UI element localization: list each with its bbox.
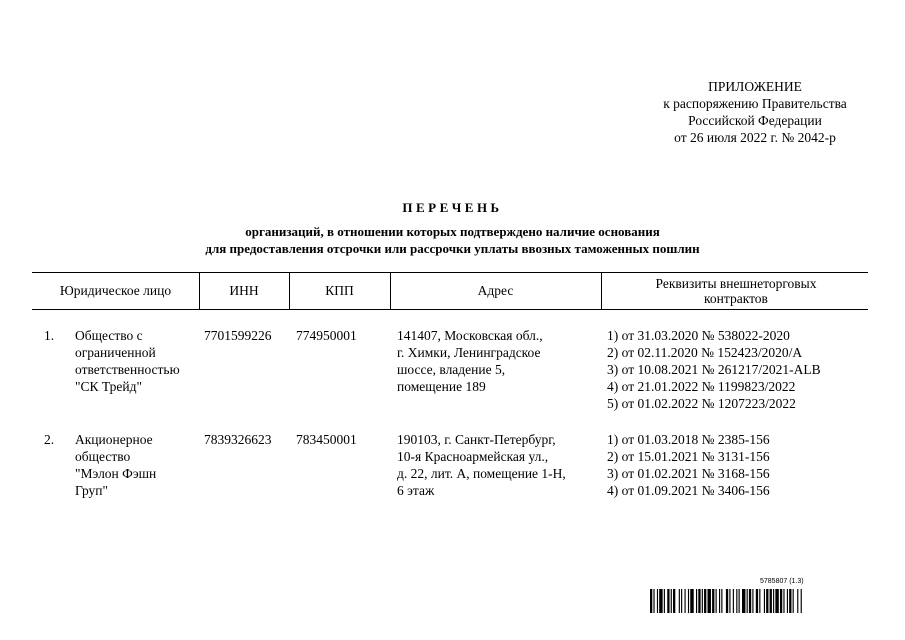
contract-item: 1) от 01.03.2018 № 2385-156: [607, 432, 770, 447]
contract-item: 2) от 15.01.2021 № 3131-156: [607, 449, 770, 464]
header-contracts: Реквизиты внешнеторговых контрактов: [655, 275, 817, 306]
barcode-bar: [708, 589, 711, 613]
barcode-bar: [742, 589, 745, 613]
address-line: 141407, Московская обл.,: [397, 328, 543, 343]
contract-item: 3) от 01.02.2021 № 3168-156: [607, 466, 770, 481]
barcode-bar: [729, 589, 730, 613]
barcode-bar: [756, 589, 758, 613]
kpp-value: 774950001: [296, 328, 357, 343]
barcode-bar: [650, 589, 652, 613]
document-subtitle: [0, 223, 905, 257]
barcode-bar: [752, 589, 753, 613]
barcode-bar: [685, 589, 686, 613]
address-line: г. Химки, Ленинградское: [397, 345, 541, 360]
barcode-bar: [739, 589, 740, 613]
header-address: Адрес: [477, 283, 514, 298]
appendix-date-number: от 26 июля 2022 г. № 2042-р: [674, 130, 836, 145]
table-row: [0, 327, 905, 417]
address-line: 6 этаж: [397, 483, 435, 498]
appendix-line-2: к распоряжению Правительства: [663, 96, 847, 111]
appendix-title: ПРИЛОЖЕНИЕ: [708, 79, 802, 94]
barcode-bar: [780, 589, 782, 613]
entity-line: ответственностью: [75, 362, 180, 377]
contract-item: 3) от 10.08.2021 № 261217/2021-ALB: [607, 362, 821, 377]
contract-item: 2) от 02.11.2020 № 152423/2020/A: [607, 345, 803, 360]
entity-name: [75, 327, 199, 395]
address-line: 190103, г. Санкт-Петербург,: [397, 432, 556, 447]
barcode-icon: [650, 589, 872, 613]
barcode-bar: [702, 589, 703, 613]
barcode-bar: [657, 589, 658, 613]
entity-line: "СК Трейд": [75, 379, 142, 394]
barcode-bar: [679, 589, 680, 613]
barcode-number: 5785807 (1.3): [760, 578, 804, 585]
barcode-bar: [653, 589, 654, 613]
subtitle-line-2: для предоставления отсрочки или рассрочки уплаты ввозных таможенных пошлин: [205, 241, 700, 256]
barcode-bar: [698, 589, 700, 613]
appendix-line-3: Российской Федерации: [688, 113, 822, 128]
entity-name: [75, 431, 199, 499]
contract-item: 4) от 01.09.2021 № 3406-156: [607, 483, 770, 498]
barcode-bar: [696, 589, 697, 613]
contract-item: 5) от 01.02.2022 № 1207223/2022: [607, 396, 796, 411]
entity-line: Общество с: [75, 328, 143, 343]
barcode-bar: [793, 589, 794, 613]
entity-line: общество: [75, 449, 131, 464]
barcode-bar: [688, 589, 689, 613]
barcode-bar: [789, 589, 791, 613]
barcode-bar: [719, 589, 720, 613]
entity-line: ограниченной: [75, 345, 156, 360]
barcode-bar: [721, 589, 722, 613]
table-header-bottom-border: [32, 309, 868, 310]
contracts-list: [607, 327, 877, 412]
barcode-bar: [673, 589, 675, 613]
barcode-bar: [759, 589, 760, 613]
address-line: шоссе, владение 5,: [397, 362, 506, 377]
column-divider: [601, 272, 602, 309]
barcode-bar: [766, 589, 768, 613]
barcode-bar: [671, 589, 672, 613]
barcode-bar: [733, 589, 734, 613]
contracts-list: [607, 431, 877, 499]
subtitle-line-1: организаций, в отношении которых подтверждено наличие основания: [245, 224, 660, 239]
barcode-bar: [716, 589, 717, 613]
row-number: 2.: [44, 432, 55, 447]
table-row: [0, 431, 905, 503]
barcode-bar: [667, 589, 669, 613]
address-line: д. 22, лит. А, помещение 1-Н,: [397, 466, 566, 481]
document-title: ПЕРЕЧЕНЬ: [402, 200, 503, 215]
kpp-value: 783450001: [296, 432, 357, 447]
barcode-bar: [783, 589, 784, 613]
barcode-bar: [775, 589, 778, 613]
header-kpp: КПП: [325, 283, 354, 298]
barcode-bar: [747, 589, 748, 613]
appendix-header: [630, 78, 880, 146]
header-entity: Юридическое лицо: [59, 283, 172, 298]
barcode-bar: [690, 589, 693, 613]
barcode-bar: [797, 589, 798, 613]
address-line: 10-я Красноармейская ул.,: [397, 449, 549, 464]
contract-item: 4) от 21.01.2022 № 1199823/2022: [607, 379, 796, 394]
barcode-bar: [764, 589, 765, 613]
barcode-bar: [773, 589, 774, 613]
address: [397, 327, 601, 395]
barcode-bar: [749, 589, 751, 613]
header-inn: ИНН: [229, 283, 259, 298]
barcode-bar: [664, 589, 665, 613]
barcode-bar: [659, 589, 662, 613]
barcode-bar: [704, 589, 706, 613]
contract-item: 1) от 31.03.2020 № 538022-2020: [607, 328, 790, 343]
address: [397, 431, 601, 499]
barcode-bar: [736, 589, 737, 613]
barcode-bar: [712, 589, 714, 613]
entity-line: Акционерное: [75, 432, 153, 447]
barcode-bar: [726, 589, 728, 613]
inn-value: 7701599226: [204, 328, 272, 343]
barcode-bar: [770, 589, 772, 613]
row-number: 1.: [44, 328, 55, 343]
inn-value: 7839326623: [204, 432, 272, 447]
barcode-bar: [787, 589, 788, 613]
entity-line: Груп": [75, 483, 109, 498]
barcode-bar: [801, 589, 802, 613]
address-line: помещение 189: [397, 379, 486, 394]
entity-line: "Мэлон Фэшн: [75, 466, 157, 481]
barcode-bar: [681, 589, 682, 613]
